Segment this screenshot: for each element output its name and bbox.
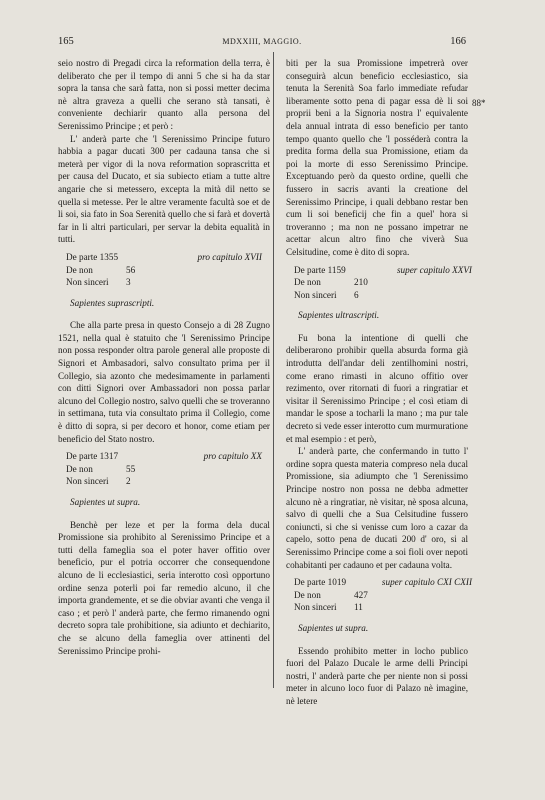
vote-capitulo: pro capitulo XVII — [197, 251, 262, 262]
vote-de-parte: De parte 1355 — [66, 251, 119, 262]
vote-capitulo: super capitulo XXVI — [396, 264, 472, 275]
vote-non-sinceri: Non sinceri — [294, 289, 337, 300]
vote-de-non: De non — [294, 589, 321, 600]
right-paragraph-1: biti per la sua Promissione impetrerà over conseguirà alcun beneficio ecclesiastico, sia tenuta la Serenità Soa farlo immediate refudar liberamente sotto pena di pagar essa dè li soi proprii beni a la Signoria nostra l' equivalente dela annual intrata di esso beneficio per tanto tempo quanto quello che 'l posséderà contra la predita forma della sua Promissione, etiam da poi la morte di esso Serenissimo Principe. Exceptuando però da questo ordine, quelli che fussero in sacris avanti la creatione del Serenissimo Principe, i quali debbano restar ben cum li soi beneficij che fin a quel' hora si troveranno ; ma non ne possano impetrar ne acettar alcun altro fino che viverà Sua Celsitudine, come è dito di sopra. — [286, 58, 468, 257]
vote-non-sinceri: Non sinceri — [294, 602, 337, 613]
left-paragraph-1: seio nostro di Pregadi circa la reformation della terra, è deliberato che per il tempo di anni 5 che si ha da star sopra la tansa che sarà fatta, non si possi metter decima nè altra graveza a quelli che serano stà tansati, è conveniente dechiarir quanto alla persona del Serenissimo Principe ; et però : — [58, 58, 270, 131]
vote-de-non-count: 210 — [354, 277, 368, 288]
right-paragraph-4: Essendo prohibito metter in locho publico fuori del Palazo Ducale le arme delli Principi nostri, l' anderà parte che per niente non si possi meter in alcuno loco fuor di Palazo nè imagine, nè letere — [286, 645, 468, 706]
running-head: MDXXIII, MAGGIO. — [222, 37, 302, 46]
vote-block-3 — [294, 264, 472, 302]
vote-non-sinceri-count: 3 — [126, 277, 131, 288]
column-divider — [273, 52, 274, 688]
left-paragraph-2: L' anderà parte che 'l Serenissimo Principe futuro habbia a pagar ducati 300 per cadauna tansa che si meterà per vigor di la nova reformation soprascritta et per causa del Ducato, et sia subiecto etiam a tutte altre angarie che si metessero, excepta la mità dil netto se quella si metesse. Per le altre veramente facultà soe et de li soi, sia fato in Soa Serenità quello che si farà et dovertà far in li altri particulari, per servar la debita equalità in tutti. — [58, 133, 270, 245]
margin-note: 88* — [472, 98, 486, 108]
vote-de-non: De non — [66, 264, 93, 275]
vote-capitulo: super capitulo CXI CXII — [381, 577, 472, 588]
right-paragraph-3: L' anderà parte, che confermando in tutto l' ordine sopra questa materia compreso nela ducal Promissione, sia adiumpto che 'l Serenissimo Principe nostro non possa ne debba admetter alcuno nè a ringratiar, nè visitar, nè sposa alcuna, salvo di quelli che a Sua Celsitudine fussero coniuncti, si che si venisse cum loro a cazar da capelo, sotto pena de ducati 200 d' oro, si al Serenissimo Principe come a soi fioli over nepoti cohabitanti per cadauno et per cadauna volta. — [286, 446, 468, 570]
vote-de-non-count: 55 — [126, 463, 136, 474]
page-header — [58, 36, 466, 52]
left-page-number: 165 — [58, 36, 74, 47]
section-heading: Sapientes ultrascripti. — [298, 310, 380, 321]
left-column — [58, 57, 270, 657]
vote-de-parte: De parte 1019 — [294, 577, 347, 588]
left-paragraph-3: Che alla parte presa in questo Consejo a di 28 Zugno 1521, nella qual è statuito che 'l Serenissimo Principe non possa responder oltra parole general alle proposte di Signori et Ambasadori, salvo consultato prima per il Collegio, sia azonto che medesimamente in parlamenti con ditti Signori over Ambassadori non possa parlar alcuno del Collegio nostro, salvo quelli che se troveranno in settimana, tuta via consultato prima il Collegio, come è ditto di sopra, si per decoro et honor, come etiam per beneficio del Stato nostro. — [58, 320, 270, 444]
vote-block-2 — [66, 450, 262, 488]
vote-de-parte: De parte 1317 — [66, 451, 119, 462]
left-paragraph-4: Benchè per leze et per la forma dela ducal Promissione sia prohibito al Serenissimo Principe et a tutti della fameglia soa el poter haver offitio over beneficio, pur el potria occorrer che consequendone alcuno de li ecclesiastici, seria interotto così opportuno ordine senza poterli poi far remedio alcuno, il che importa grandemente, et se die obviar avanti che venga il caso ; et però l' anderà parte, che fermo rimanendo ogni decreto sopra tale prohibitione, sia adiunto et dechiarito, che se alcuno della fameglia over attinenti del Serenissimo Principe prohi- — [58, 519, 270, 656]
vote-de-non: De non — [66, 463, 93, 474]
right-column — [286, 57, 472, 708]
vote-non-sinceri: Non sinceri — [66, 277, 109, 288]
vote-de-non: De non — [294, 277, 321, 288]
vote-de-parte: De parte 1159 — [294, 264, 346, 275]
section-heading: Sapientes suprascripti. — [70, 297, 155, 308]
vote-non-sinceri: Non sinceri — [66, 476, 109, 487]
section-heading: Sapientes ut supra. — [298, 622, 369, 633]
vote-non-sinceri-count: 2 — [126, 476, 131, 487]
section-heading: Sapientes ut supra. — [70, 497, 141, 507]
vote-non-sinceri-count: 6 — [354, 289, 359, 300]
vote-non-sinceri-count: 11 — [354, 602, 363, 613]
right-page-number: 166 — [450, 36, 466, 47]
vote-de-non-count: 427 — [354, 589, 368, 600]
right-paragraph-2: Fu bona la intentione di quelli che deliberarono prohibir quella absurda forma già introdutta dell'andar deli zentilhomini nostri, come erano rimasti in alcuno offitio over rezimento, over ritornati di fuori a ringratiar et visitar il Serenissimo Principe ; el così etiam di mandar le spose a tocharli la mano ; ma pur tale decreto si vede esser interotto cum murmuratione et mal esempio : et però, — [286, 332, 468, 444]
vote-capitulo: pro capitulo XX — [203, 451, 262, 462]
vote-block-1 — [66, 251, 262, 289]
vote-de-non-count: 56 — [126, 264, 136, 275]
vote-block-4 — [294, 576, 472, 614]
